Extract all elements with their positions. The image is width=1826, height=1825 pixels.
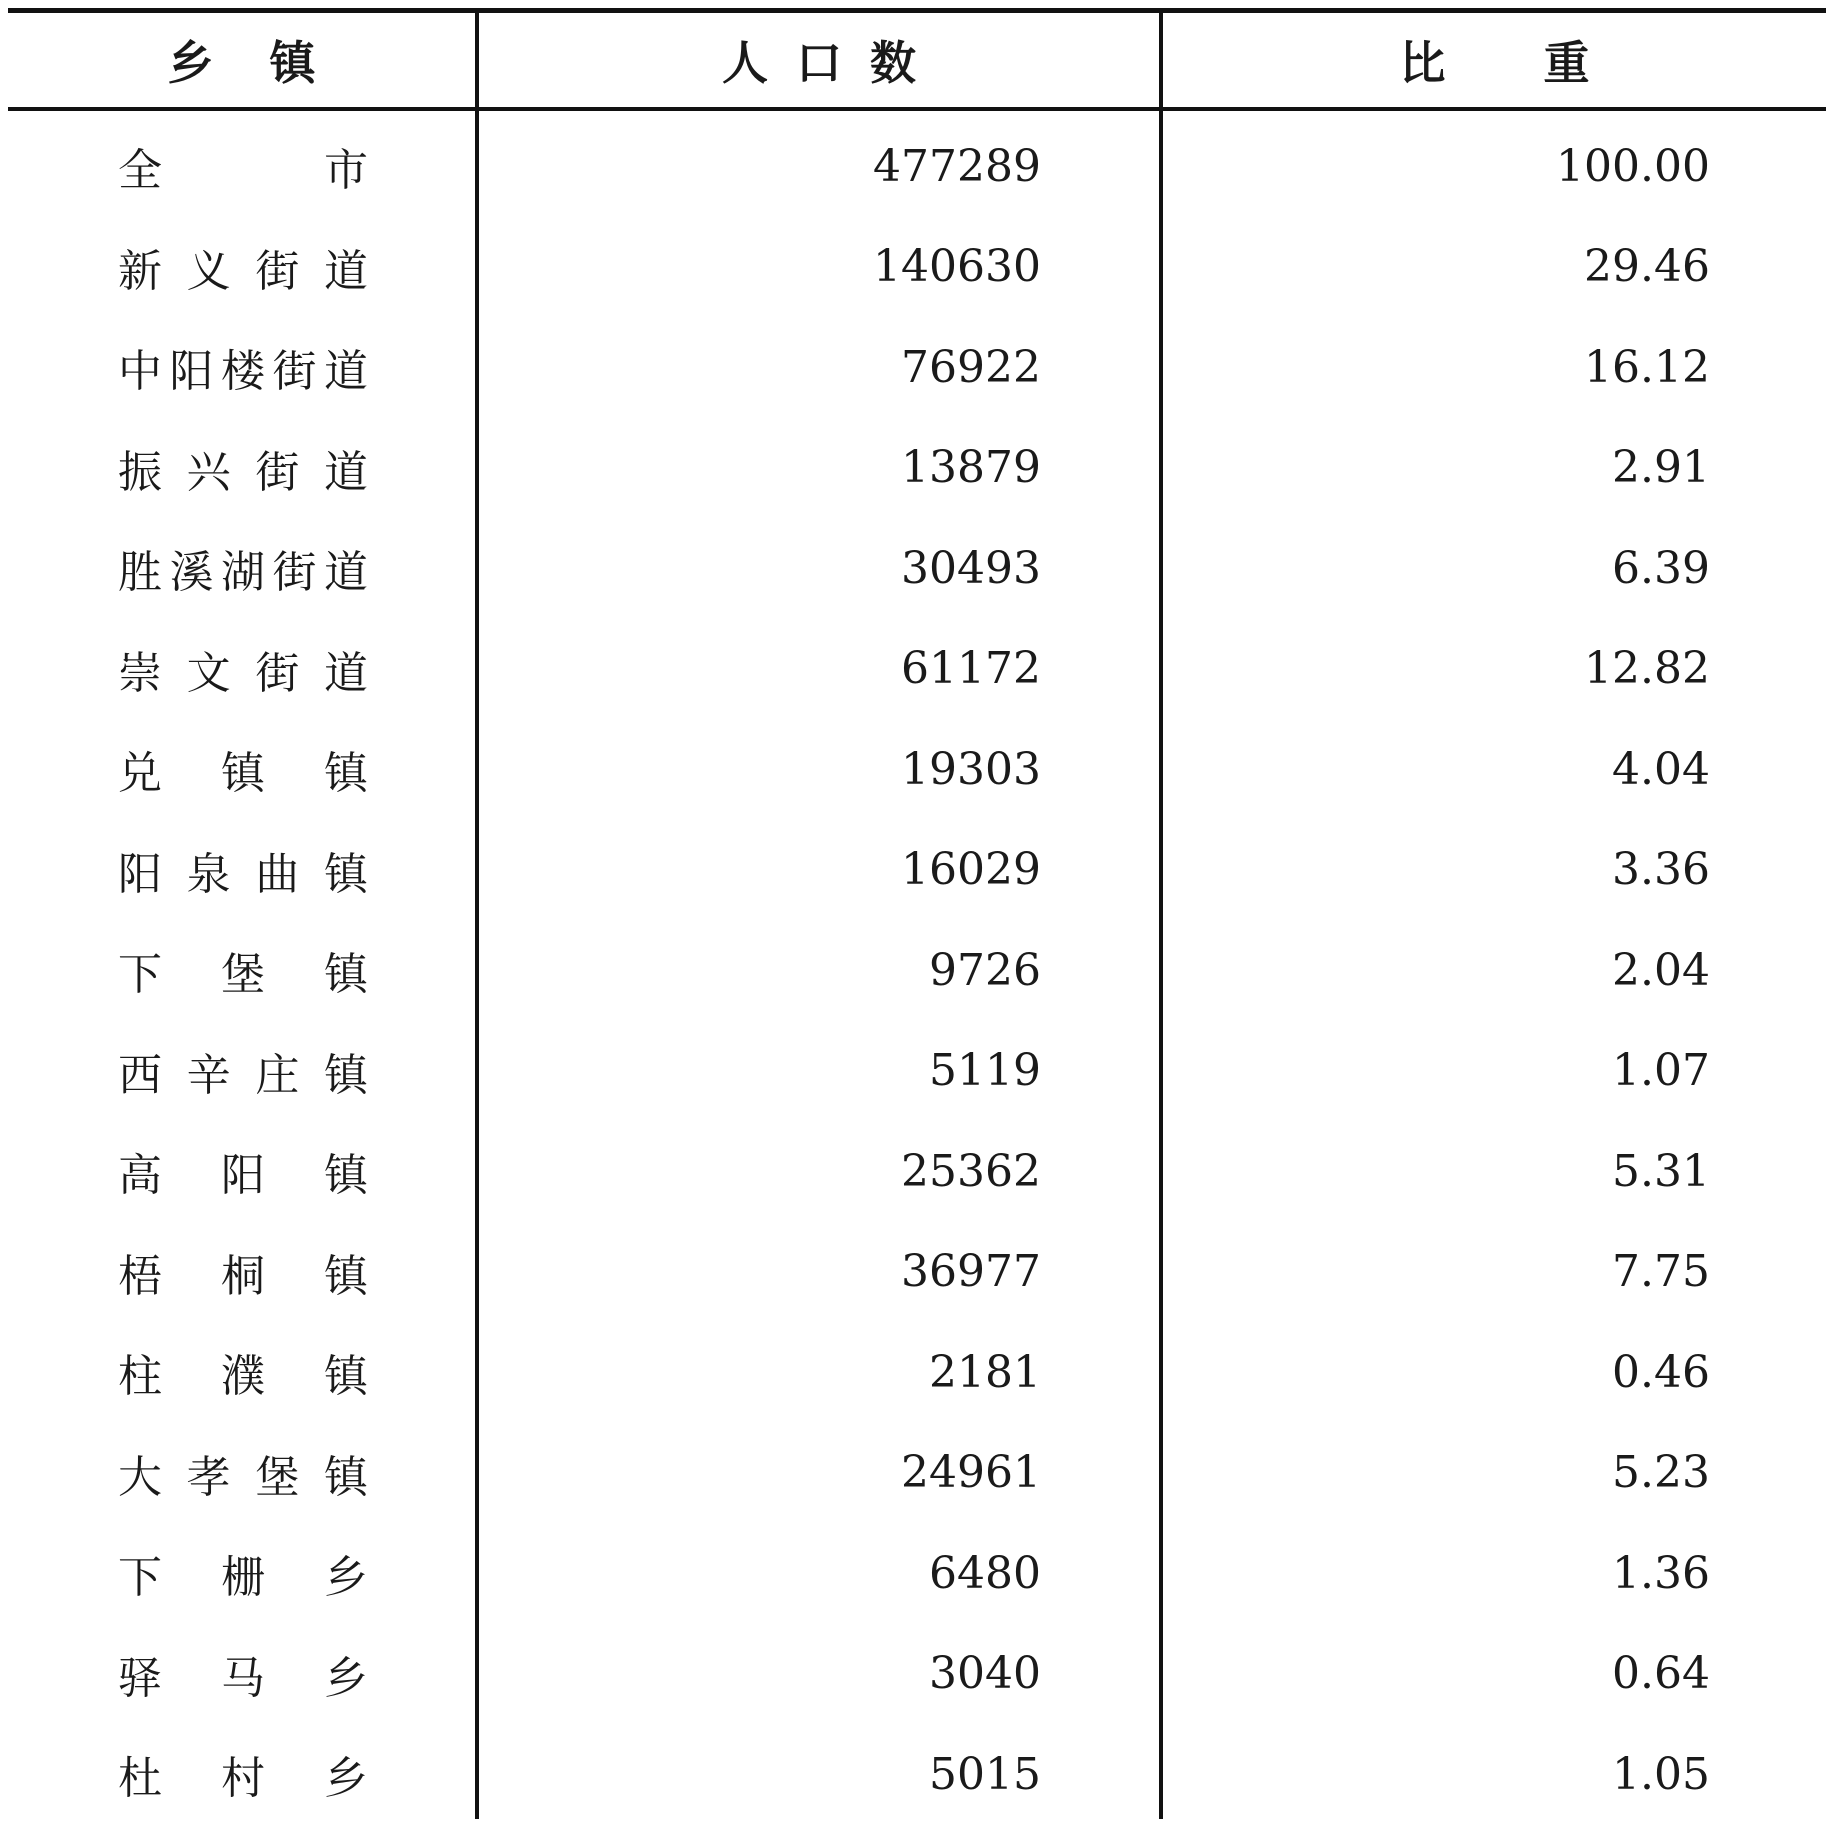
table-row [0, 820, 1826, 921]
share-value: 6.39 [1612, 542, 1710, 594]
town-name: 杜 村 乡 [118, 1753, 368, 1805]
town-name: 全 市 [118, 145, 368, 197]
table-row [0, 719, 1826, 820]
town-name: 崇 文 街 道 [118, 647, 368, 699]
share-value: 7.75 [1612, 1246, 1710, 1298]
share-value: 3.36 [1612, 844, 1710, 896]
share-value: 1.05 [1612, 1748, 1710, 1800]
population-value: 30493 [901, 542, 1041, 594]
town-name: 振 兴 街 道 [118, 446, 368, 498]
town-name: 西 辛 庄 镇 [118, 1049, 368, 1101]
town-name: 胜 溪 湖 街 道 [118, 547, 368, 599]
share-value: 100.00 [1556, 140, 1710, 192]
population-value: 3040 [929, 1648, 1041, 1700]
population-value: 13879 [901, 442, 1041, 494]
population-value: 140630 [873, 241, 1041, 293]
population-value: 16029 [901, 844, 1041, 896]
town-name: 阳 泉 曲 镇 [118, 848, 368, 900]
town-name: 梧 桐 镇 [118, 1250, 368, 1302]
table-row [0, 217, 1826, 318]
share-value: 29.46 [1584, 241, 1710, 293]
population-value: 36977 [901, 1246, 1041, 1298]
population-value: 61172 [901, 643, 1041, 695]
share-value: 16.12 [1584, 341, 1710, 393]
town-name: 中 阳 楼 街 道 [118, 346, 368, 398]
table-row [0, 518, 1826, 619]
header-town: 乡镇 [167, 36, 372, 90]
table-row [0, 317, 1826, 418]
table-row [0, 1423, 1826, 1524]
table-row [0, 1222, 1826, 1323]
share-value: 4.04 [1612, 743, 1710, 795]
town-name: 新 义 街 道 [118, 245, 368, 297]
population-value: 5015 [929, 1748, 1041, 1800]
town-name: 驿 马 乡 [118, 1652, 368, 1704]
town-name: 大 孝 堡 镇 [118, 1451, 368, 1503]
town-name: 高 阳 镇 [118, 1150, 368, 1202]
population-value: 24961 [901, 1447, 1041, 1499]
table-row [0, 1624, 1826, 1725]
population-value: 76922 [901, 341, 1041, 393]
share-value: 1.36 [1612, 1547, 1710, 1599]
share-value: 5.23 [1612, 1447, 1710, 1499]
table-row [0, 116, 1826, 217]
header-bottom-rule [8, 107, 1826, 111]
population-value: 477289 [873, 140, 1041, 192]
population-value: 5119 [929, 1045, 1041, 1097]
population-value: 19303 [901, 743, 1041, 795]
table-row [0, 1322, 1826, 1423]
town-name: 下 堡 镇 [118, 949, 368, 1001]
share-value: 2.04 [1612, 944, 1710, 996]
share-value: 5.31 [1612, 1145, 1710, 1197]
share-value: 12.82 [1584, 643, 1710, 695]
population-value: 9726 [929, 944, 1041, 996]
table-row [0, 1523, 1826, 1624]
header-population: 人口数 [722, 36, 944, 90]
share-value: 1.07 [1612, 1045, 1710, 1097]
share-value: 0.46 [1612, 1346, 1710, 1398]
table-header [0, 13, 1826, 107]
population-value: 6480 [929, 1547, 1041, 1599]
share-value: 0.64 [1612, 1648, 1710, 1700]
town-name: 下 栅 乡 [118, 1552, 368, 1604]
table-row [0, 1724, 1826, 1825]
header-share: 比重 [1399, 36, 1688, 90]
table-body [0, 116, 1826, 1825]
table-row [0, 920, 1826, 1021]
table-row [0, 1021, 1826, 1122]
table-row [0, 619, 1826, 720]
population-value: 2181 [929, 1346, 1041, 1398]
town-name: 柱 濮 镇 [118, 1351, 368, 1403]
table-row [0, 418, 1826, 519]
population-value: 25362 [901, 1145, 1041, 1197]
town-name: 兑 镇 镇 [118, 748, 368, 800]
table-row [0, 1121, 1826, 1222]
share-value: 2.91 [1612, 442, 1710, 494]
